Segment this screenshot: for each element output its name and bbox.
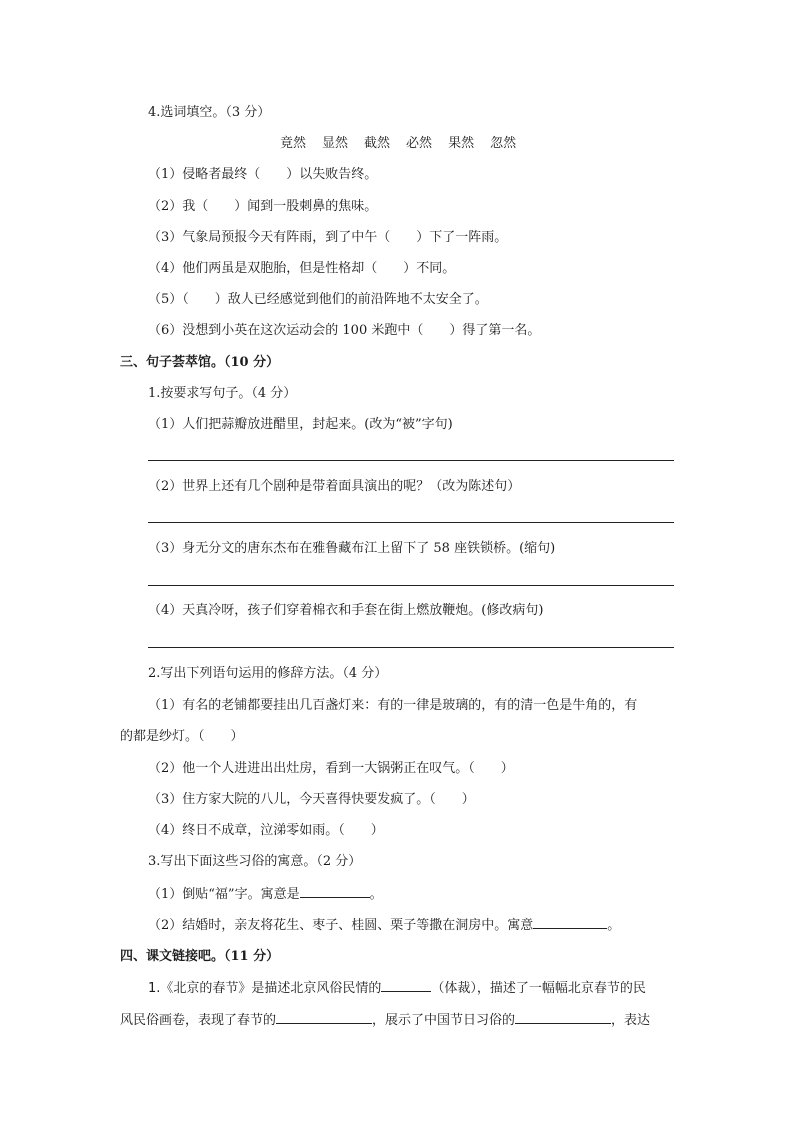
- s3-q2-item-1: （1）有名的老铺都要挂出几百盏灯来：有的一律是玻璃的，有的清一色是牛角的，有: [148, 698, 638, 713]
- s3-q2-item-3: （3）住方家大院的八儿，今天喜得快要发疯了。（ ）: [148, 792, 475, 807]
- word-bank-item: 果然: [448, 136, 475, 151]
- s3-q3-item-2: [148, 916, 620, 935]
- fill-blank[interactable]: [515, 1011, 611, 1024]
- s4-q1-text: ，展示了中国节日习俗的: [372, 1013, 516, 1028]
- word-bank-item: 必然: [406, 136, 433, 151]
- s3-q1-item-2: （2）世界上还有几个剧种是带着面具演出的呢？（改为陈述句）: [148, 479, 521, 494]
- s3-q1-item-3: （3）身无分文的唐东杰布在雅鲁藏布江上留下了 58 座铁锁桥。(缩句): [148, 541, 556, 556]
- word-bank-item: 忽然: [490, 136, 517, 151]
- s3-q3-item-1: [148, 885, 383, 904]
- fill-blank[interactable]: [276, 1011, 372, 1024]
- s3-q3-title: 3.写出下面这些习俗的寓意。（2 分）: [148, 854, 362, 869]
- q4-item-2: （2）我（ ）闻到一股刺鼻的焦味。: [148, 199, 378, 214]
- s3-q2-item-2: （2）他一个人进进出出灶房，看到一大锅粥正在叹气。（ ）: [148, 761, 514, 776]
- word-bank-item: 显然: [322, 136, 349, 151]
- s3-q1-title: 1.按要求写句子。（4 分）: [148, 386, 297, 401]
- s3-q3-item-2-text: （2）结婚时，亲友将花生、枣子、桂圆、栗子等撒在洞房中。寓意: [148, 918, 534, 933]
- q4-item-1: （1）侵略者最终（ ）以失败告终。: [148, 167, 378, 182]
- word-bank-item: 竟然: [280, 136, 307, 151]
- s3-q1-item-4: （4）天真冷呀，孩子们穿着棉衣和手套在街上燃放鞭炮。(修改病句): [148, 603, 544, 618]
- q4-item-5: （5）（ ）敌人已经感觉到他们的前沿阵地不太安全了。: [148, 292, 488, 307]
- answer-line[interactable]: [148, 460, 674, 461]
- punctuation: 。: [607, 918, 621, 933]
- s4-q1-text: 风民俗画卷，表现了春节的: [120, 1013, 277, 1028]
- s4-q1-text: （体裁），描述了一幅幅北京春节的民: [431, 981, 646, 996]
- section-4-heading: 四、课文链接吧。（11 分）: [120, 949, 280, 964]
- answer-line[interactable]: [148, 647, 674, 648]
- s4-q1-text: 1.《北京的春节》是描述北京风俗民情的: [148, 981, 382, 996]
- answer-line[interactable]: [148, 585, 674, 586]
- fill-blank[interactable]: [533, 916, 607, 929]
- q4-item-4: （4）他们两虽是双胞胎，但是性格却（ ）不同。: [148, 261, 456, 276]
- s3-q2-title: 2.写出下列语句运用的修辞方法。（4 分）: [148, 666, 388, 681]
- fill-blank[interactable]: [300, 885, 370, 898]
- answer-line[interactable]: [148, 522, 674, 523]
- word-bank: [280, 135, 532, 153]
- s3-q3-item-1-text: （1）倒贴“福”字。寓意是: [148, 887, 300, 902]
- s3-q2-item-4: （4）终日不成章，泣涕零如雨。（ ）: [148, 823, 384, 838]
- s3-q2-item-1-cont: 的都是纱灯。（ ）: [120, 729, 244, 744]
- punctuation: 。: [369, 887, 383, 902]
- q4-item-6: （6）没想到小英在这次运动会的 100 米跑中（ ）得了第一名。: [148, 323, 541, 338]
- s4-q1-line-2: [120, 1011, 650, 1030]
- s4-q1-text: ，表达: [611, 1013, 651, 1028]
- q4-item-3: （3）气象局预报今天有阵雨，到了中午（ ）下了一阵雨。: [148, 230, 508, 245]
- s3-q1-item-1: （1）人们把蒜瓣放进醋里，封起来。(改为“被”字句): [148, 417, 453, 432]
- section-3-heading: 三、句子荟萃馆。（10 分）: [120, 355, 280, 370]
- word-bank-item: 截然: [364, 136, 391, 151]
- fill-blank[interactable]: [381, 979, 431, 992]
- q4-title: 4.选词填空。（3 分）: [148, 105, 271, 120]
- s4-q1-line-1: [148, 979, 646, 998]
